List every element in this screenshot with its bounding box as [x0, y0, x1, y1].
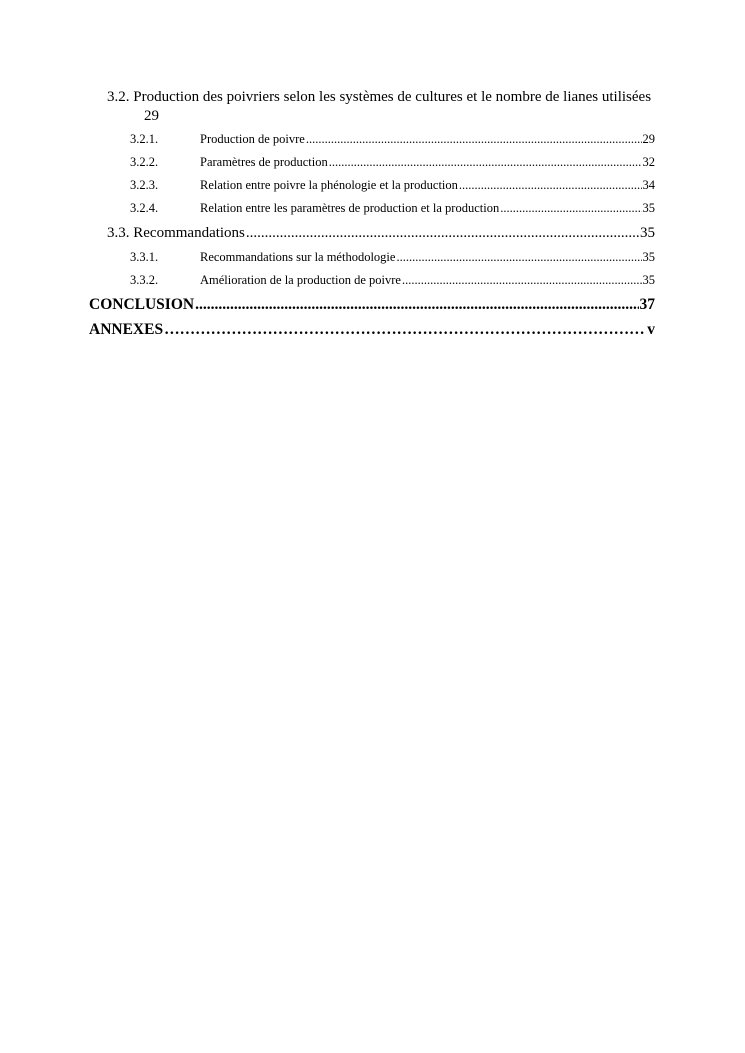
toc-entry-title: Paramètres de production	[200, 155, 328, 169]
dot-leader	[164, 321, 646, 339]
toc-entry-page: 34	[642, 178, 655, 192]
toc-entry-number: 3.2.4.	[130, 201, 159, 215]
toc-entry-3-2-page[interactable]: 29	[144, 108, 159, 124]
toc-entry-3-3[interactable]	[107, 225, 655, 242]
dot-leader	[500, 201, 641, 216]
toc-entry-page: 35	[640, 225, 655, 241]
toc-entry-number: 3.2.1.	[130, 132, 159, 146]
toc-entry-page: 29	[642, 132, 655, 146]
toc-entry-3-3-2[interactable]	[130, 273, 655, 288]
dot-leader	[459, 178, 642, 193]
dot-leader	[402, 273, 642, 288]
toc-entry-title: Relation entre poivre la phénologie et la production	[200, 178, 458, 192]
toc-entry-title: 3.3. Recommandations	[107, 225, 245, 241]
toc-entry-3-2-1[interactable]	[130, 132, 655, 147]
toc-entry-page: 37	[639, 296, 655, 313]
dot-leader	[396, 250, 641, 265]
toc-entry-3-2-2[interactable]	[130, 155, 655, 170]
toc-entry-page: 32	[642, 155, 655, 169]
toc-entry-conclusion[interactable]	[89, 296, 655, 314]
toc-entry-page: 35	[642, 201, 655, 215]
toc-entry-page: v	[647, 321, 655, 338]
toc-entry-3-2-title[interactable]: 3.2. Production des poivriers selon les systèmes de cultures et le nombre de lianes utilisées	[107, 89, 652, 105]
toc-entry-3-2-4[interactable]	[130, 201, 655, 216]
toc-entry-title: CONCLUSION	[89, 296, 195, 313]
toc-entry-number: 3.3.2.	[130, 273, 159, 287]
dot-leader	[306, 132, 642, 147]
dot-leader	[195, 296, 638, 314]
toc-entry-number: 3.2.2.	[130, 155, 159, 169]
toc-entry-annexes[interactable]	[89, 321, 655, 339]
toc-entry-page: 35	[642, 273, 655, 287]
toc-entry-page: 35	[642, 250, 655, 264]
dot-leader	[246, 225, 639, 242]
toc-entry-title: Relation entre les paramètres de production et la production	[200, 201, 500, 215]
toc-entry-title: ANNEXES	[89, 321, 164, 338]
dot-leader	[329, 155, 642, 170]
toc-entry-3-2-3[interactable]	[130, 178, 655, 193]
toc-entry-number: 3.3.1.	[130, 250, 159, 264]
toc-entry-3-3-1[interactable]	[130, 250, 655, 265]
toc-entry-title: Recommandations sur la méthodologie	[200, 250, 396, 264]
toc-entry-title: Amélioration de la production de poivre	[200, 273, 401, 287]
toc-entry-number: 3.2.3.	[130, 178, 159, 192]
toc-entry-title: Production de poivre	[200, 132, 305, 146]
